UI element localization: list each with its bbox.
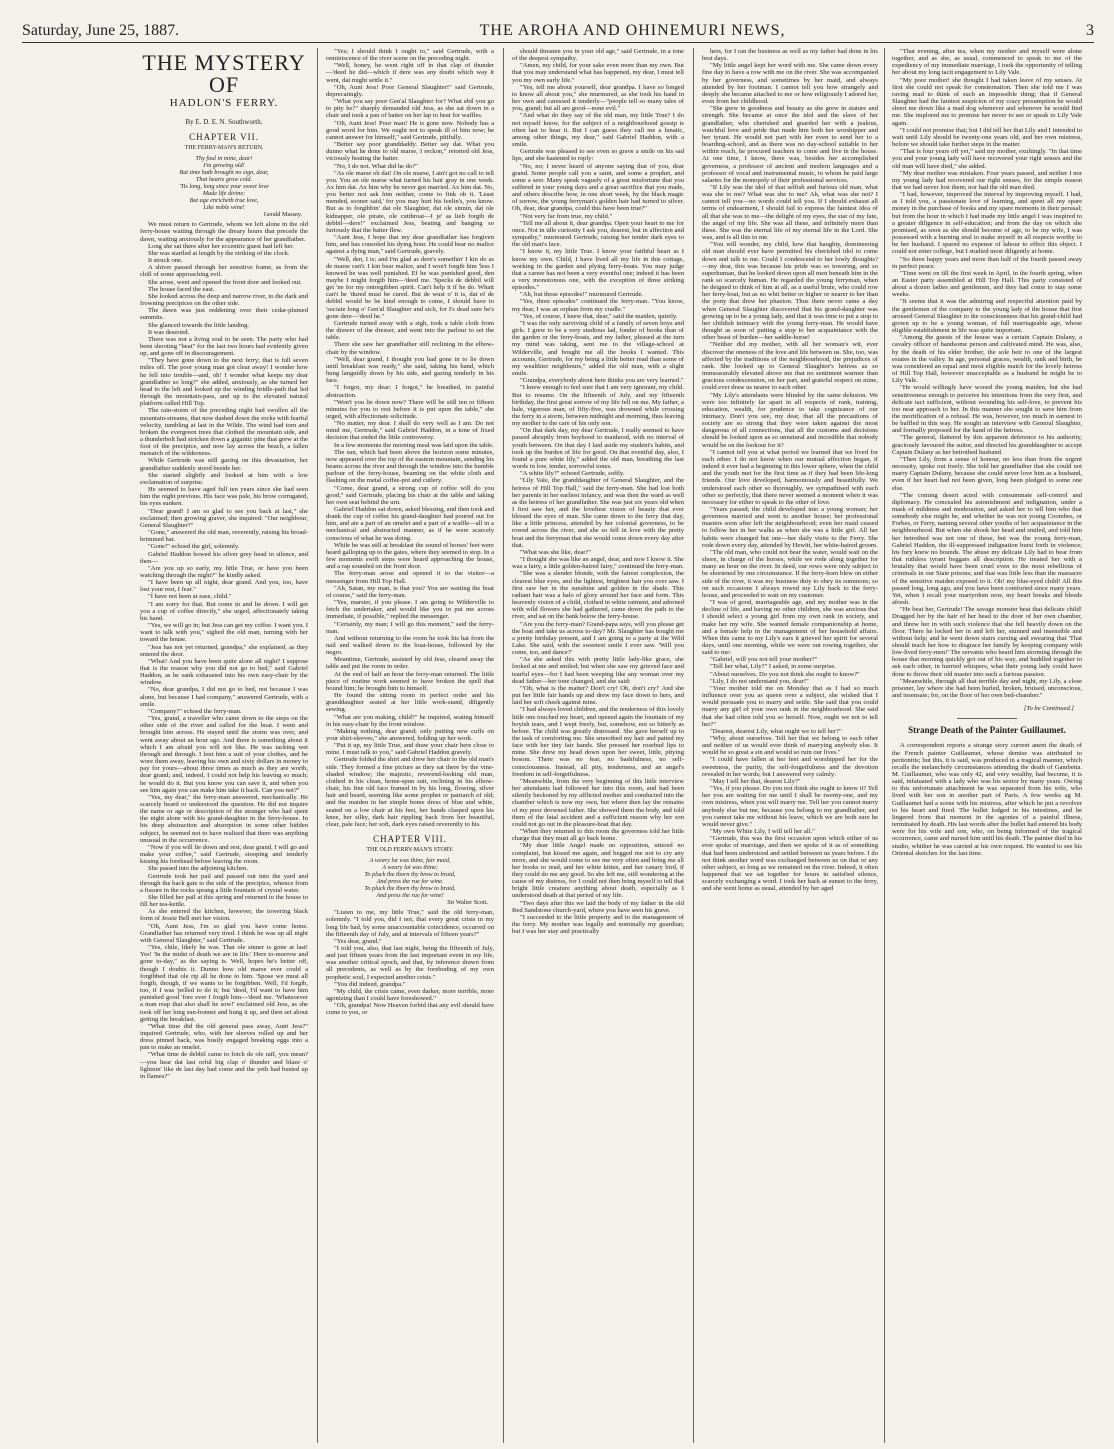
paragraph: "I thought she was like an angel, dear, and now I know it. She was a fairy, a little golden-haired fairy," continued the ferry-man. [512,556,684,571]
paragraph: "About ourselves. Do you not think she ought to know?" [710,670,860,678]
paragraph: "Grandpa, everybody about here thinks you are very learned." [520,377,684,385]
paragraph: "The coming desert acted with consummate self-control and diplomacy. He concealed his astonishment and indignation, under a mask of mildness and moderation, and asked her to tell him who that somebody else might be, and whether he was not young Coombes, or Forbes, or Ferry, naming several other youths of her acquaintance in the neighbourhood. But when she shook her head and smiled, and told him her betrothed was not one of these, but was the young ferry-man, Gabriel Haddon, the ill-suppressed indignation burst forth in violence; his fury knew no bounds. The abuse my delicate Lily had to bear from that ruthless tyrant beggars all description. He treated her with a brutality that would have been cruel even to the most rebellious of criminals in our State prisons; and that was little less than the massacre of the sensitive maiden exposed to it. Oh! my blue-eyed child! All this passed long, long ago, and you have been comforted since many years. Yet, when I recall your martyrdom now, my heart breaks and bleeds afresh. [892,491,1082,607]
paragraph: "A white lily?" echoed Gertrude, softly. [520,470,625,478]
paragraph: "Yes, if you please. Do you not think she ought to know it? Tell her you are waiting for me until I shall be twenty-one, and my own mistress, when you will marry me. Tell her you cannot marry anybody else but me, because you belong to my grandfather, and you cannot take me without his leave, which we are both sure he would never give." [702,785,878,828]
issue-date: Saturday, June 25, 1887. [22,22,180,39]
column-5 [892,48,1082,1443]
column-2-body-top [326,48,494,828]
column-1-body [140,221,308,1080]
paragraph: "Lily Vale, the granddaughter of General Slaughter, and the heiress of Hill Top Hall," said the ferry-man. She had lost both her parents in her earliest infancy, and was then the ward as well as the heiress of her grandfather. She was just six years old when I first saw her, and the loveliest vision of beauty that ever blessed the eyes of man. She came down to the ferry that day, like a little princess, attended by her colonial governess, to be rowed across the river, and she so fell in love with the pretty boat and the ferryman that she would come down every day after that. [512,477,684,549]
paragraph: She passed into the adjoining kitchen. [148,865,248,873]
paragraph: "He would willingly have wooed the young maiden, but she had sensitiveness enough to perceive his intentions from the very first, and delicate tact sufficient, without wounding his self-love, to prevent his too near approach to her. In this manner she sought to save him from the mortification of a refusal. He was, however, too much in earnest to be baffled in this way. He sought an interview with General Slaughter, and formally proposed for the hand of the heiress. [892,384,1082,435]
paragraph: "If Lily was the idol of that selfish and furious old man, what was she to me? What was she to me? Ah, what was she not? I cannot tell you—no words could tell you. If I should exhaust all terms of endearment, I should fail to express the faintest idea of all that she was to me—the delight of my eyes, the star of my fate, the angel of my life. She was all these, and infinitely more than these. She was the eternal life of my eternal life in the Lord. She was, and is all this to me. [702,183,878,242]
paragraph: "Aunt Jess, I hope that my dear grandfather has forgiven him, and has consoled his dying hour. He could bear no malice against a dying man," said Gertrude, gravely. [326,234,494,256]
paragraph: "It seems that it was the admiring and respectful attention paid by the gentlemen of the company to the young lady of the house that first aroused General Slaughter to the consciousness that his grand-child had grown up to be a young woman, of full marriageable age, whose eligible establishment in life was quite important. [892,298,1082,335]
paragraph: "Ah, but those episodes!" murmured Gertrude. [520,291,644,299]
paragraph: "Years passed; the child developed into a young woman; her governess married and went to another house; her professional masters soon after left the neighbourhood; even her maid ceased to follow her in her walks as when she was a little girl. All her habits were changed but one—her daily visits to the Ferry. She rode down every day, attended by Hewitt, her white-haired groom. [702,506,878,549]
paragraph: At the end of half an hour the ferry-man returned. The little piece of routine work seemed to have broken the spell that bound him; he brought him to himself. [326,670,494,692]
paragraph: "What! And you have been quite alone all night? I suppose that is the reason why you did not go to bed," said Gabriel Haddon, as he sank exhausted into his own easy-chair by the window. [140,657,308,687]
paragraph: hers, for I ran the business as well as my father had done in his best days. [702,48,878,63]
chapter-8-heading: CHAPTER VIII. [373,834,447,845]
paragraph: should threaten you in your old age," said Gertrude, in a tone of the deepest sympathy. [512,48,684,63]
paragraph: "My little angel kept her word with me. She came down every fine day to have a row with me on the river. She was accompanied by her governess, and sometimes by her maid, and always attended by her footman. I cannot tell you how strangely and deeply she became attached to me or how religiously I adored her, even from her childhood. [702,62,878,106]
paragraph: "What are you making, child?" he inquired, seating himself in his easy-chair by the front window. [326,713,494,728]
paragraph: "What was she like, dear?" [520,548,592,556]
verse-text: Thy foul in mine, dear! I'm growing old! But time hath brought no sign, dear, That hearts grow cold. 'Tis long, long since your sweet love Made life divine; But age enricheth true love, Like noble wine! [179,155,269,212]
paragraph: "Won't you lie down now? There will be still ten or fifteen minutes for you to rest before it is put upon the table," she urged, with affectionate solicitude. [326,398,494,420]
paragraph: There was not a living soul to be seen. The party who had been shooting "beat" for the last two hours had evidently given up, and gone off in discouragement. [140,335,308,358]
paragraph: "Company?" echoed the ferry-man. [148,707,242,715]
paragraph: Gabriel Haddon sat down, asked blessing, and then took and drank the cup of coffee his grand-daughter had poured out for him, and ate a part of an omelet and a part of a waffle—all in a mechanical and abstracted manner, as if he were scarcely conscious of what he was doing. [326,506,494,542]
paragraph: A shiver passed through her sensitive frame, as from the chill of some approaching evil. [140,264,308,279]
paragraph: "Dear grand! I am so glad to see you back at last," she exclaimed; then growing graver, she inquired: "Our neighbour, General Slaughter?" [140,507,308,529]
paragraph: "My Lily's attendants were blinded by the same delusion. We were too infinitely far apart in all respects of rank, training, education, wealth, for prudence to take cognizance of our intimacy. Don't you see, my dear, that all the precautions of society are so strong that they were taken against the most dangerous of all connections, that all the customs and decisions should be looked upon as so unnatural and incredible that nobody would be on the lookout for it? [702,391,878,449]
paragraph: "What you say poor Gen'al Slaughter for? What ebil you go to pity he?" sharply demanded old Jess, as she sat down in a chair and took a pan of batter on her lap to beat for waffles. [326,98,494,120]
paragraph: "The old man, who could not bear the water, would wait on the shore, in charge of the horses, while we rode along together for many an hour on the river. In deed, our rows were only subject to be shortened by one circumstance. If the ferry-horn blew on either side of the river, it was my business duty to obey its summons; so on such occasions I always rowed my Lily back to the ferry-house, and proceeded to wait on my customer. [702,548,878,599]
paragraph: "Gertrude, this was the first occasion upon which either of us ever spoke of marriage, and then we spoke of it as of something that had been understood and settled between us years before. I do not think another word was exchanged between us on that or any other subject, so long as we remained on the river. Indeed, it often happened that we sat together for hours in satisfied silence, scarcely exchanging a word. I took her back at sunset to the ferry, and she went home as usual, attended by her aged [702,835,878,893]
paragraph: Gertrude was pleased to see even so grave a smile on his sad lips, and she hastened to reply: [512,148,684,163]
paragraph: "Among the guests of the house was a certain Captain Dulany, a cavalry officer of handsome person and cultivated mind. He was, also, by the death of his elder brother, the sole heir to one of the largest estates in the valley. In age, personal graces, wealth, rank and birth, he was considered an equal and most eligible match for the lovely heiress of Hill Top Hall, however unacceptable as a husband he might be to Lily Vale. [892,334,1082,385]
paragraph: "I had, however, improved the interval by improving myself. I had, as I told you, a passionate love of learning, and spent all my spare money in the purchase of books and my spare moments in their perusal; but from the hour in which I had made my little angel I was inspired to a greater diligence in self-education; and from the day on which she promised, as soon as she should become of age, to be my wife, I was possessed with a burning zeal to make myself in all respects worthy to be her husband. I spared no expense of labour to effect this object. I could not enter college, but I studied most diligently at home. [892,191,1082,256]
paragraph: She filled her pail at this spring and returned to the house to fill her tea-kettle. [140,894,308,909]
paragraph: She started slightly and looked at him with a low exclamation of surprise. [140,471,308,486]
paragraph: "He beat her, Gertrude! The savage monster beat that delicate child! Dragged her by the hair of her head to the door of her own chamber, and threw her in with such violence that she fell heavily down on the floor. There he locked her in and left her, stunned and insensible and without help; and he went down stairs cursing and swearing that 'That should teach her how to disgrace her family by keeping company with low-lived ferry-men!' The servants who heard him storming through the house that morning quickly got out of his way, and huddled together to ask each other, in hurried whispers, what their young lady could have done to throw their old master into such a furious passion. [892,606,1082,678]
paragraph: "I knew enough to feel sure that I am very ignorant, my child. But to resume. On the fifteenth of July, and my fifteenth birthday, the first great sorrow of my life fell on me. My father, a hale, vigorous man, of fifty-five, was drowned while crossing the ferry in a storm, between midnight and morning, thus leaving my mother to the care of his only son. [512,384,684,428]
chapter-8-verse [326,857,494,906]
paragraph: He found the sitting room in perfect order and his granddaughter seated at her little work-stand, diligently sewing. [326,692,494,714]
paragraph: "Yes, tell me about yourself, dear grandpa. I have so longed to know all about you," she murmured, as she took his hand in her own and caressed it tenderly—"people tell so many tales of you, grand; but all are good—none evil." [512,83,684,113]
column-rule [693,48,694,1443]
paragraph: "I am sorry for that. But come in and lie down. I will get you a cup of coffee directly," she urged, affectionately taking his hand. [140,600,308,622]
paragraph: "Ah, Satan, my man, is that you? You are waiting the boat of course," said the ferry-man. [326,584,494,599]
column-5-body [892,48,1082,699]
paragraph: "As she asked this with pretty little lady-like grace, she looked at me and smiled; but when she saw my grieved face and tearful eyes—for I had been weeping like any woman over my dead father—her tone changed, and she said: [512,656,684,685]
paragraph: "Yes, my dear," the ferry-man answered, mechanically. He scarcely heard or understood the question. He did not inquire the name or age or description of the stranger who had spent the night alone with his grand-daughter in the ferry-house. In his deep abstraction and absorption in some other hidden subject, he seemed not to have realised that there was anything unusual in the occurrence. [140,793,308,844]
paragraph: Long she sat there after her eccentric guest had left her. [148,242,294,250]
paragraph: "Certainly, my man; I will go this moment," said the ferry-man. [326,620,494,635]
paragraph: "Making nothing, dear grand; only putting new cuffs on your shirt-sleeves," she answered, holding up her work. [326,727,494,742]
paragraph: "I had always loved children, and the tenderness of this lovely little one touched my heart, and opened again the fountain of my boyish tears, and I wept freely, but, somehow, not so bitterly as before. The child was greatly distressed. She gave herself up to the task of comforting me. She smoothed my hair and patted my face with her tiny fair hands. She pressed her rosebud lips to mine. She drew my head down upon her sweet, little, pitying bosom. There was no fear, no bashfulness, no self-consciousness. Instead, all pity, tenderness, and an angel's freedom in self-forgetfulness. [512,706,684,778]
paragraph: Gertrude turned away with a sigh, took a table cloth from the drawer of the dresser, and went into the parlour to set the table. [326,319,494,342]
paragraph: He seemed to have aged full ten years since she had seen him the night previous. His face was pale, his brow corrugated, his eyes sunken. [140,486,308,508]
paragraph: In a few moments the morning meal was laid upon the table. [334,441,494,449]
paragraph: "Come, dear grand, a strong cup of coffee will do you good," said Gertrude, placing his chair at the table and taking her own seat behind the urn. [326,484,494,506]
paragraph: Gertrude folded the shirt and drew her chair to the old man's side. They formed a fine picture as they sat there by the vine-shaded window; the majestic, reverend-looking old man, clothed in his clean, home-spun suit, reclining in his elbow-chair, his fine old face framed in by his long, flowing, silver hair and beard, seeming like some prophet or patriarch of old; and the maiden in her simple home dress of blue and white, seated on a low chair at his feet, her hands clasped upon his knee, her silky, dark hair rippling back from her beautiful, clear, pale face; her soft, dark eyes raised reverently to his. [326,756,494,828]
paragraph: "Are you the ferry-man? Grand-papa says, will you please get the boat and take us across to-day? Mr. Slaughter has bought me a pretty birthday present, and I am going to a party at the Wild Lake. She said, with the sweetest smile I ever saw. 'Will you come, too, and dance?' [512,620,684,657]
paragraph: "I was of good, marriageable age, and my mother was in the decline of life, and having no other children, she was anxious that I should select a young girl from my own rank in society, and make her my wife. She wanted female companionship at home, and a female help in the management of her household affairs. When this came to my Lily's ears it grieved her spirit for several days, until one morning, while we were out rowing together, she said to me: [702,599,878,657]
paragraph: "No, no; I never heard of anyone saying that of you, dear grand. Some people call you a saint, and some a prophet, and some a seer. Many speak vaguely of a great misfortune that you suffered in your young days and a great sacrifice that you made, and others describe how, in one short week, by the black magic of sorrow, the young ferryman's golden hair had turned to silver. Oh, dear, dear grandpa, could this have been true?" [512,162,684,213]
paragraph: "I told you, also, that last night, being the fifteenth of July, and just fifteen years from the last important event in my life, was another critical epoch, and that, by inference drawn from all precedents, as well as by the foreboding of my own prophetic soul, I expected another crisis." [326,944,494,981]
paragraph: "I know it, my little True. I know your faithful heart as I know my own. Child, I have lived all my life in this cottage, working in the garden and plying ferry-boats. You may judge that a career has not been a very eventful one; indeed it has been a very monotonous one, with the exception of three striking episodes." [512,248,684,292]
chapter-7-verse [140,155,308,218]
paragraph: "No matter, my dear. I shall do very well as I am. Do not mind me, Gertrude," said Gabriel Haddon, in a tone of fixed decision that ended the little controversy. [326,420,494,442]
paragraph: "May I tell her that, dearest Lily?" [710,777,801,785]
paragraph: "Well, den, I is; and I'm glad as dere's somethin' I kin do as de marse can't. I kin bear malice, and I won't forgib him 'less I knowed he was well punished. Ef he was punished good, den maybe I might forgib him—'deed me. 'Specks de debbil will get 'ne for my ontorgibben spirit. Can't help it if he do. Whatt can't be 'dured must be cured. But de wust o' it is, dat ef de debbil would be be kind enough to come, I should have to 'sociate long o' Gen'al Slaughter and sich, for I's dead sure he's gone dere—'deed he." [326,255,494,320]
paragraph: She looked across the deep and narrow river, to the dark and frowning precipices on the other side. [140,292,308,308]
column-rule [317,48,318,1443]
paragraph: While he was still at breakfast the sound of horses' feet were heard galloping up to the gates, where they seemed to stop. In a few moments swift steps were heard approaching the house, and a rap sounded on the front door. [326,541,494,571]
paragraph: "Well, honey, he went right off in that clap of thunder—'deed he did—which if dere was any doubt which way it went, dat might settle it." [326,62,494,84]
paragraph: "Time went on till the first week in April, in the fourth spring, when an Easter party assembled at Hill Top Hall. This party consisted of about a dozen ladies and gentlemen, and they had come to stay some weeks. [892,269,1082,299]
page-number: 3 [1086,22,1094,39]
paragraph: "When they returned to this room the governess told her little charge that they must all go back home. [512,828,684,843]
paper-title: THE AROHA AND OHINEMURI NEWS, [479,22,786,39]
story-byline: By E. D. E. N. Southworth. [185,118,263,126]
paragraph: "That evening, after tea, when my mother and myself were alone together, and as she, as usual, commenced to speak to me of the expediency of my immediate marriage, I took the opportunity of telling her about my long tacit engagement to Lily Vale. [892,48,1082,77]
paragraph: Gabriel Haddon bowed his silver grey head in silence, and then— [140,550,308,565]
paragraph: Gertrude took her pail and passed out into the yard and through the back gate to the side of the precipice, whence from a fissure in the rocks sprang a little fountain of crystal water. [140,872,308,894]
paragraph: "Yes; I should think I ought to," said Gertrude, with a reminiscence of the river scene on the preceding night. [326,48,494,63]
column-2 [326,48,494,1443]
paragraph: "Jess has not yet returned, grandpa," she explained, as they entered the door. [140,643,308,658]
paragraph: "Meanwhile, from the very beginning of this little interview her attendants had followed her into this room, and had been silently beckoned by my afflicted mother and conducted into the chamber which is now my own, but where then lay the remains of my poor drowned father. She showed them the body, and told them of the fatal accident and a sufficient reason why her son could not go out in the pleasure-boat that day. [512,777,684,828]
paragraph: "Now if you will lie down and rest, dear grand, I will go and make your coffee," said Gertrude, stooping and tenderly kissing his forehead before leaving the room. [140,843,308,866]
paragraph: "Then Lily, from a sense of honour, no less than from the urgent necessity, spoke out freely. She told her grandfather that she could not marry Captain Dulany, because she could never love him as a husband, even if her heart had not been given, long been pledged to some one else. [892,455,1082,492]
paragraph: "My dear little Angel made no opposition, uttered no complaint, but kissed me again, and begged me not to cry any more, and she would come to see me very often and bring me all her books to read, and her white kitten, and her canary bird, if they could do me any good. So she left me, still wondering at the cause of my distress, for I could not then bring myself to tell that bright little creature anything about death, especially as I understood death at that period of my life. [512,842,684,900]
news-body [892,742,1082,857]
paragraph: "I was the only surviving child of a family of seven boys and girls. I grew to be a very studious lad, fonder of books than of the garden or the ferry-boats, and my father, pleased at the turn my mind was taking, sent me to the village-school at Wilderville, and bought me all the books I wanted. This accounts, Gertrude, for my being a little better read than some of my wealthier neighbours," added the old man, with a slight smile. [512,319,684,378]
paragraph: It struck one. [148,257,183,265]
paragraph: "Yes dear, grand." [334,937,382,945]
paragraph: "Better say poor granddaddy. Better say dat. What you dunno what he done to old marse, I reckon," retorted old Jess, viciously beating the batter. [326,141,494,163]
paragraph: "She was a slender blonde, with the fairest complexion, the clearest blue eyes, and the lightest, brightest hair you ever saw. I first saw her in the sunshine and golden in the shade. This radiant hair was a halo of glory around her face and form. This heavenly vision of a child, clothed in white raiment, and adorned with wild flowers she had gathered, came down the path to the river, and sat on the bank below the ferry-house. [512,570,684,621]
paragraph: "'Oh, what is the matter? Don't cry! Oh, don't cry!' And she put her little fair hands up and drew my face down to hers, and laid her soft cheek against mine. [512,684,684,707]
paragraph: "Yes, three episodes" continued the ferry-man. "You know, my dear, I was an orphan from my cradle." [512,298,684,313]
paragraph: "I forgot, my dear; I forgot," he breathed, in painful abstraction. [326,384,494,399]
paragraph: "My poor mother! she thought I had taken leave of my senses. At first she could not speak for consternation. Then she told me I was raving mad to think of such an impossible thing; that if General Slaughter had the faintest suspicion of my crazy presumption he would shoot me down like a mad dog whenever and wherever he would find me. She implored me to promise her never to see or speak to Lily Vale again. [892,76,1082,127]
paragraph: The ferry-man arose and opened it to the visitor—a messenger from Hill Top Hall. [326,570,494,585]
paragraph: "I cannot tell you at what period we learned that we lived for each other. I do not know when our mutual affection began, if indeed it ever had a beginning in this lower sphere, when the child and the youth met for the first time as if they had been life-long friends. Our love developed, harmoniously and beautifully. We understood each other so thoroughly, we sympathised with each other so perfectly, that there never seemed a moment when it was necessary for either to speak to the other of love. [702,448,878,506]
chapter-7-subtitle: THE FERRY-MAN'S RETURN. [184,145,264,152]
paragraph: "My dear mother was mistaken. Four years passed, and neither I nor my young lady had recovered our right senses, for the simple reason that we had never lost them; nor had the old man died. [892,169,1082,191]
column-rule [503,48,504,1443]
chapter-7-heading: CHAPTER VII. [189,132,259,143]
paragraph: "I have been up all night, dear grand. And you, too, have lost your rest, I fear." [140,579,308,594]
paragraph: "And what do they say of the old man, my little True? I do not myself know, for the subject of a neighbourhood gossip is often last to hear it. But I can guess they call me a lunatic, among other things, my dear," said Gabriel Haddon, with a smile. [512,112,684,149]
paragraph: "Two days after this we laid the body of my father in the old Red Sandstone church-yard, where you have seen his grave. [512,899,684,914]
paragraph: "Not very far from true, my child." [520,212,613,220]
paragraph: "Yes, of course, I knew that, dear," said the maiden, quietly. [520,312,678,320]
paragraph: "Meanwhile, through all that terrible day and night, my Lily, a close prisoner, lay where she had been hurled, broken, bruised, unconscious, and insensate; for, on the floor of her own bed-chamber." [892,677,1082,700]
paragraph: "No, I do not. What did he do?" [334,162,418,170]
paragraph: "Gone," answered the old man, reverently, raising his broad-brimmed hat. [140,529,308,544]
chapter-8-subtitle: THE OLD FERRY-MAN'S STORY. [366,847,454,854]
paragraph: And without returning to the room he took his hat from the nail and walked down to the boat-house, followed by the negro. [326,634,494,657]
paragraph: She arose, went and opened the front door and looked out. [148,278,302,286]
paragraph: "Oh, Aunt Jess, I'm so glad you have come home. Grandfather has returned very tired. I think he was up all night with General Slaughter," said Gertrude. [140,922,308,944]
paragraph: "As ole marse ob dat! On ole marse, I ain't got no call to tell you. You an ole marse what turned his hair gray in one week. Ax him dat. Ax him why he never got married. Ax him dat. No, you better not ask him neither, come to fink ob it. 'Least mended, sooner said,' for you may hurt his feelin's, you know. But as to forgibbin' dat ole Slaughter, dat ole sinnin, dat ole kidnapper, ole pirate, ole cutthroat—I je' as lieb forgib de debbil—dere!" exclaimed Jess, beating and banging so furiously that the batter flew. [326,169,494,234]
paragraph: While Gertrude was still gazing on this devastation, her grandfather suddenly stood beside her. [140,457,308,472]
column-rule [884,48,885,1443]
paragraph: "Are you up so early, my little True, or have you been watching through the night?" he kindly asked. [140,564,308,579]
paragraph: The sun, which had been above the horizon some minutes, now appeared over the top of the eastern mountain, sending his beams across the river and through the window into the humble parlour of the ferry-house, beaming on the white cloth and flashing on the metal coffee-pot and cutlery. [326,448,494,485]
paragraph: "Put it up, my little True, and draw your chair here close to mine. I must talk to you," said Gabriel Haddon gravely. [326,742,494,757]
paragraph: "No, dear grandpa, I did not go to bed, not because I was alone, but because I had company," answered Gertrude, with a smile. [140,686,308,708]
paragraph: "I have not been at ease, child." [148,593,232,601]
paragraph: "Yes, chile, likely he was. That ole sinner is gone at last! Yes! 'In the midst of death we are in life.' Here to-morrow and gone to-day," as the saying is. Well, hopes he's better off, though I doubts it. Dunno how old marse ever could a forgibbed that ole rip all he done to him. 'Spose we must all forgib, though, if we wants to be forgibben. Well, I'd forgib, too, if I was 'pelled to do it; but 'deed, I'd want to have him punished good 'fore ever I forgib him—'deed me. 'Whatsoever a man reap that also shall he sow!' exclaimed old Jess, as she took off her long sun-bonnet and hung it up, and then set about getting the breakfast. [140,944,308,1023]
paragraph: "That is four years off yet," said my mother, exultingly. "In that time you and your young lady will have recovered your right senses and the old man will have died," she added. [892,148,1082,170]
divider [957,718,1017,719]
paragraph: "Your mother told me on Monday that as I had so much influence over you as queen over a subject, she wished that I would persuade you to marry and settle. She said that you could marry any girl of your own rank in the neighbourhood. She said that she had often told you so herself. Now, ought we not to tell her?" [702,684,878,728]
paragraph: "Oh, Aunt Jess! Poor General Slaughter!" said Gertrude, deprecatingly. [326,83,494,98]
paragraph: "I could not promise that; but I did tell her that Lily and I intended to wait until Lily should be twenty-one years old, and her own mistress, before we should take further steps in the matter. [892,126,1082,149]
column-4 [702,48,878,1443]
column-3-body [512,48,684,935]
paragraph: "Yes, marster, if you please. I am going to Wilderville to fetch the undertaker, and would like you to put me across immediate, if possible," replied the messenger. [326,599,494,621]
paragraph: "On that dark day, my dear Gertrude, I really seemed to have passed abruptly from boyhood to manhood, with no interval of youth between. On that day I laid aside my student's habits, and took up the burden of life for good. On that eventful day, also, I found a pure white lily," added the old man, breathing the last words in low, tender, sorrowful tones. [512,427,684,471]
paragraph: "I could have fallen at her feet and worshipped her for the sweetness, the purity, the self-forgetfulness and the devotion revealed in her words; but I answered very calmly: [702,756,878,778]
verse-credit: Sir Walter Scott. [447,899,488,907]
column-4-body [702,48,878,892]
paragraph: "You will wonder, my child, how that haughty, domineering old man should ever have permitted his cherished idol to come down and talk to me. Could I condescend to her lowly thoughts?—my dear, this was because his pride was so towering, and so superhuman, that he looked down upon all men beneath him in the rank so scarcely human. He regarded the young ferryman, when he deigned to think of him at all, as a useful brute, who could row her ferry-boat, but as no whit better or higher or nearer to her than the pony that drew her phaeton. Thus there never came a day when General Slaughter discovered that his grand-daughter was growing up to be a young lady, and that it was time to put a stop to her childish intimacy with the young ferry-man. He would have thought as soon of putting a stop to her acquaintance with the other beast of burden—her saddle-horse! [702,241,878,342]
paragraph: "Oh, grandpa! Now Heaven forbid that any evil should have come to you, or [326,1002,494,1017]
news-headline: Strange Death of the Painter Guillaumet. [908,725,1066,736]
column-3 [512,48,684,1443]
paragraph: "What time de debbil came to fotch de ole raff, you mean?—you hear dat last orful big clap o' thunder and blaze o' lightnin' like de last day had come and the yeth had busted up in flames?" [140,1051,308,1080]
paragraph: "I succeeded to the little property and to the management of the ferry. My mother was legally and nominally my guardian; but I was her stay and practically [512,913,684,936]
paragraph: "Tell me all about it, dear grandpa. Open your heart to me for once. Not in idle curiosity I ask you, dearest, but in affection and sympathy," murmured Gertrude, raising her tender dark eyes to the old man's face. [512,219,684,249]
masthead [22,20,1094,43]
paragraph: "Gone!" echoed the girl, solemnly. [148,543,240,551]
paragraph: "My child, the crisis came, even darker, more terrible, more agonizing than I could have foreshowed." [326,987,494,1003]
paragraph: "Dearest, dearest Lily, what ought we to tell her?" [710,727,842,735]
paragraph: "Gabriel, will you not tell your mother?" [710,656,818,664]
verse-text: A weary lot was thine, fair maid, A weary lot was thine; To pluck the thorn thy brow to braid, And press the rue for wine. To pluck the thorn thy brow to braid, And press the rue for wine! [364,857,456,900]
verse-credit: Gerald Massey. [263,211,302,219]
paragraph: The dawn was just reddening over their cedar-plumed summits. [140,307,308,322]
paragraph: As she entered the kitchen, however, the towering black form of Jessie Bell met her vision. [140,908,308,923]
paragraph: Meantime, Gertrude, assisted by old Jess, cleared away the table and put the room in order. [326,656,494,671]
paragraph: "The general, flattered by this apparent deference to his authority, graciously favoured the suitor, and directed his granddaughter to accept Captain Dulany as her betrothed husband. [892,434,1082,456]
paragraph: "Yes, grand, a traveller who came down to the steps on the other side of the river and called for the boat. I went and brought him across. He stayed until the storm was over, and went away about an hour ago. And there is something about it which I am afraid you will not like. He was tacking wet through and through. I lent him a suit of your clothes, and he wore them away, leaving his own and sixty dollars in money to pay for yours—about three times as much as they are worth, dear grand; and, indeed, I could not help his leaving so much; he would do it. But you know you can save it, and when you see him again you can make him take it back. Can you not?" [140,715,308,794]
paragraph: "So three happy years and more than half of the fourth passed away in perfect peace. [892,255,1082,270]
paragraph: "Lily, I do not understand you, dear!" [710,677,809,685]
paragraph: The house faced the east. [148,285,215,293]
paragraph: She glanced towards the little landing. [148,321,250,329]
paragraph: There she saw her grandfather still reclining in the elbow-chair by the window. [326,341,494,356]
paragraph: "Oh, Aunt Jess! Poor man! He is gone now. Nobody has a good word for him. We ought not to speak ill of him now; he cannot answer for himself," said Gertrude, pitifully. [326,119,494,141]
paragraph: It was deserted. [148,328,190,336]
paragraph: "Tell her what, Lily?" I asked, in some surprise. [710,663,836,671]
paragraph: "Why, about ourselves. Tell her that we belong to each other and neither of us would ever think of marrying anybody else. It would be so great a sin and would so ruin our lives." [702,735,878,757]
story-title: THE MYSTERY OF [142,50,306,97]
paragraph: "Well, dear grand, I thought you had gone in to lie down until breakfast was ready," she said, taking his hand, which hung languidly down by his side, and gazing tenderly in his face. [326,355,494,385]
paragraph: "Listen to me, my little True," said the old ferry-man, solemnly. "I told you, did I not, that every great crisis in my long life had, by some unaccountable coincidence, occurred on the fifteenth day of July, and at intervals of fifteen years?" [326,909,494,938]
column-1 [140,48,308,1443]
paragraph: She was startled at length by the striking of the clock. [148,249,290,257]
paragraph: A correspondent reports a strange story current anent the death of the French painter Guillaumet, whose demise was attributed to peritonitis; but this, it is said, was produced in a tragical manner, which recalls the melancholy circumstances attending the death of Gambetta. M. Guillaumet, who was only 42, and very wealthy, had become, it is said, infatuated with a lady who was his senior by many years. Owing to this unfortunate attachment he was separated from his wife, who lived with her son in another part of Paris. A few weeks ag M. Guillaumet had a scene with his mistress, after which he put a revolver to his heart and fired. The bullet lodged in his intestines, and he lingered from that moment in the agonies of a painful illness, terminated by death. His last words after the bullet had entered his body were for his wife and son, who, on being informed of the tragical occurrence, came and nursed him until his death. The painter died in his studio, whither he was carried at his own request. He wanted to see his Oriental sketches for the last time. [892,742,1082,857]
paragraph: "What time did the old general pass away, Aunt Jess?" inquired Gertrude, who, with her sleeves rolled up and her dress pinned back, was busily engaged breaking eggs into a pan to make an omelet. [140,1022,308,1052]
paragraph: The rain-storm of the preceding night had swollen all the mountain-streams, that now dashed down the rocks with fearful velocity, tumbling at last in the Wilde. The wind had torn and broken the evergreen trees that clothed the mountain side, and a thunderbolt had stricken down a gigantic pine that grew at the foot of the precipice, and now lay across the beach, a fallen monarch of the wilderness. [140,407,308,458]
paragraph: "Yes, we will go in; but Jess can get my coffee. I want you. I want to talk with you," sighed the old man, turning with her toward the house. [140,622,308,644]
paragraph: "Amen, my child, for your sake even more than my own. But that you may understand what has happened, my dear, I must tell you my own early life." [512,62,684,84]
paragraph: "They have gone down to the next ferry; that is full seven miles off. The poor young man got clear away! I wonder how he fell into trouble—and, oh! I wonder what keeps my dear grandfather so long?" she added, anxiously, as she turned her head to the left and looked up the winding bridle-path that led through the mountain-pass, and up to the elevated natural platform called Hill Top. [140,357,308,408]
column-2-body-bottom [326,909,494,1016]
paragraph: "My own White Lily, I will tell her all." [710,828,815,836]
paragraph: "You did indeed, grandpa." [334,980,406,988]
paragraph: "Neither did my mother, with all her woman's wit, ever discover the oneness of the love and life between us. She, too, was affected by the traditions of the neighbourhood, the prejudices of rank. She looked up to General Slaughter's heiress as so immeasurably elevated above me that no sentiment warmer than gracious condescension, on her part, and grateful respect on mine, could ever draw us nearer to each other. [702,341,878,392]
to-be-continued: [To be Continued.] [1023,705,1074,713]
story-subtitle: HADLON'S FERRY. [169,97,279,109]
paragraph: We must return to Gertrude, whom we left alone in the old ferry-house waiting through the dreary hours that precede the dawn, waiting anxiously for the appearance of her grandfather. [140,221,308,243]
paragraph: "She grew in goodness and beauty as she grew in stature and strength. She became at once the idol and the slave of her grandfather, who cherished and guarded her with a jealous, watchful love and pride that made him both her worshipper and her tyrant. He would not part with her even to send her to a boarding-school, and as there was no day-school suitable to her within reach, he procured teachers to come and live in the house. At one time, I know, there was, besides her accomplished governess, a professor of ancient and modern languages and a professor of vocal and instrumental music, to whom he paid large salaries for the monopoly of their professional services. [702,105,878,184]
